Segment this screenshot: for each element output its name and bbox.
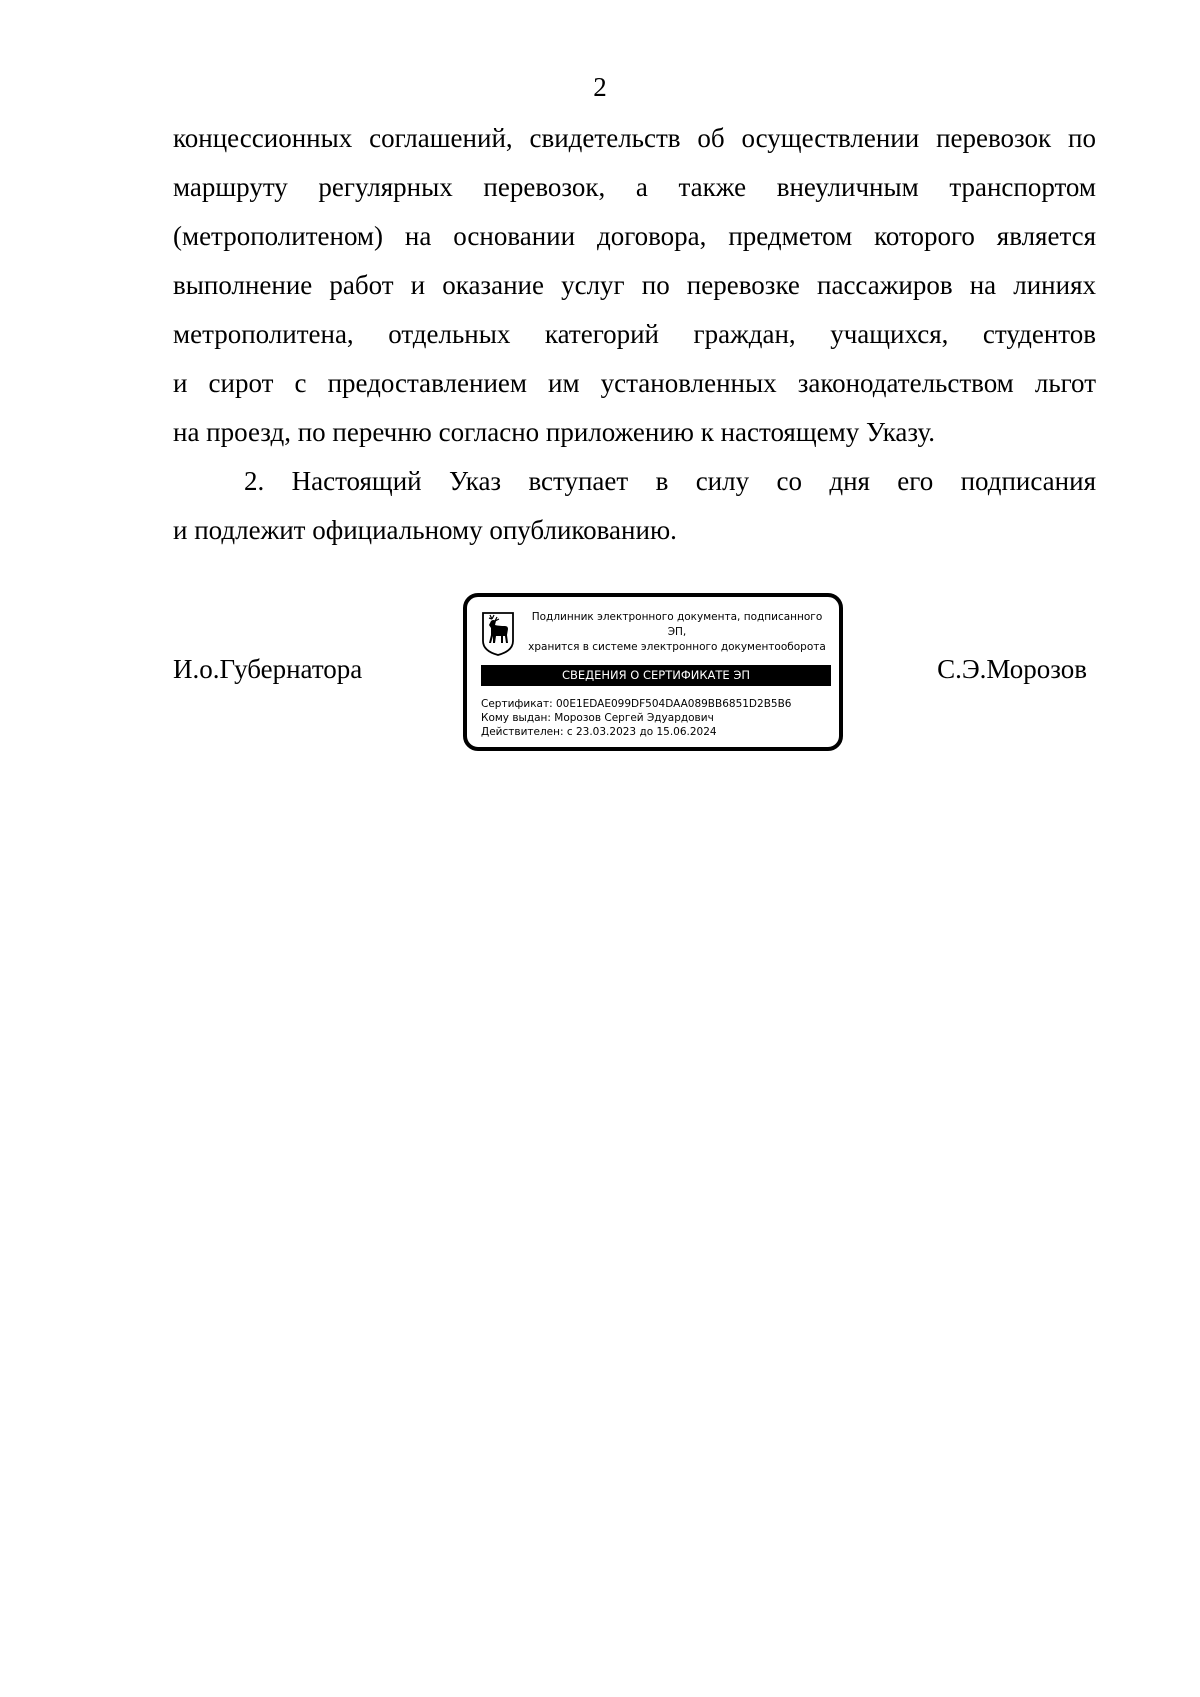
paragraph-line: и сирот с предоставлением им установленных законодательством льгот [173,368,1096,398]
paragraph-line: (метрополитеном) на основании договора, предметом которого является [173,221,1096,251]
stamp-header-line: хранится в системе электронного документооборота [528,641,826,653]
signatory-name: С.Э.Морозов [937,654,1087,684]
signatory-position: И.о.Губернатора [173,654,363,684]
stamp-certificate-details [481,697,831,739]
paragraph-line: концессионных соглашений, свидетельств об осуществлении перевозок по [173,123,1096,153]
coat-of-arms-deer-icon [481,611,515,656]
certificate-number: Сертификат: 00E1EDAE099DF504DAA089BB6851D2B5B6 [481,698,792,710]
paragraph-line: 2. Настоящий Указ вступает в силу со дня его подписания [244,466,1096,496]
electronic-signature-stamp [463,593,843,751]
certificate-owner: Кому выдан: Морозов Сергей Эдуардович [481,712,714,724]
paragraph-line: маршруту регулярных перевозок, а также внеуличным транспортом [173,172,1096,202]
certificate-validity: Действителен: с 23.03.2023 до 15.06.2024 [481,726,717,738]
paragraph-1 [173,114,1096,457]
document-body [173,114,1096,555]
paragraph-2 [173,457,1096,555]
paragraph-line: выполнение работ и оказание услуг по перевозке пассажиров на линиях [173,270,1096,300]
stamp-header-line: Подлинник электронного документа, подписанного ЭП, [531,611,823,638]
page-number: 2 [593,72,607,102]
paragraph-line: и подлежит официальному опубликованию. [173,515,677,545]
stamp-header [523,610,831,655]
paragraph-line: на проезд, по перечню согласно приложению к настоящему Указу. [173,417,936,447]
stamp-certificate-title: СВЕДЕНИЯ О СЕРТИФИКАТЕ ЭП [481,665,831,686]
paragraph-line: метрополитена, отдельных категорий граждан, учащихся, студентов [173,319,1096,349]
